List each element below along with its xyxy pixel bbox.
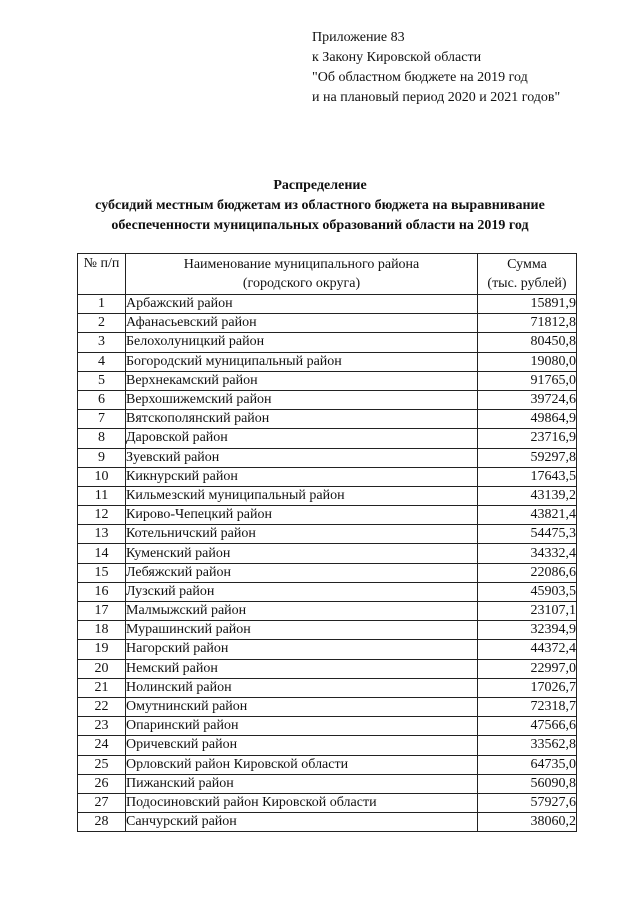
subsidy-amount: 23716,9 <box>478 429 577 448</box>
row-number: 8 <box>78 429 126 448</box>
row-number: 1 <box>78 295 126 314</box>
annex-line-4: и на плановый период 2020 и 2021 годов" <box>312 90 561 105</box>
subsidy-amount: 45903,5 <box>478 582 577 601</box>
row-number: 15 <box>78 563 126 582</box>
subsidy-amount: 64735,0 <box>478 755 577 774</box>
row-number: 6 <box>78 390 126 409</box>
district-name: Орловский район Кировской области <box>126 755 478 774</box>
row-number: 23 <box>78 717 126 736</box>
subsidy-amount: 56090,8 <box>478 774 577 793</box>
subsidy-amount: 32394,9 <box>478 621 577 640</box>
header-district-name <box>126 254 478 295</box>
row-number: 22 <box>78 697 126 716</box>
table-row <box>78 774 577 793</box>
district-name: Опаринский район <box>126 717 478 736</box>
row-number: 11 <box>78 486 126 505</box>
annex-header <box>312 28 560 108</box>
subsidy-amount: 39724,6 <box>478 390 577 409</box>
table-row <box>78 371 577 390</box>
district-name: Афанасьевский район <box>126 314 478 333</box>
annex-line-1: Приложение 83 <box>312 30 405 45</box>
district-name: Даровской район <box>126 429 478 448</box>
table-row <box>78 429 577 448</box>
subsidy-amount: 57927,6 <box>478 793 577 812</box>
table-row <box>78 678 577 697</box>
table-row <box>78 640 577 659</box>
row-number: 18 <box>78 621 126 640</box>
district-name: Котельничский район <box>126 525 478 544</box>
table-row <box>78 525 577 544</box>
table-row <box>78 410 577 429</box>
district-name: Верхнекамский район <box>126 371 478 390</box>
subsidy-amount: 49864,9 <box>478 410 577 429</box>
row-number: 10 <box>78 467 126 486</box>
subsidy-amount: 15891,9 <box>478 295 577 314</box>
district-name: Арбажский район <box>126 295 478 314</box>
subsidy-amount: 38060,2 <box>478 813 577 832</box>
annex-line-2: к Закону Кировской области <box>312 50 482 65</box>
table-row <box>78 295 577 314</box>
table-row <box>78 390 577 409</box>
district-name: Кильмезский муниципальный район <box>126 486 478 505</box>
subsidy-amount: 72318,7 <box>478 697 577 716</box>
table-body <box>78 295 577 832</box>
district-name: Нолинский район <box>126 678 478 697</box>
row-number: 4 <box>78 352 126 371</box>
table-header-row <box>78 254 577 295</box>
subsidy-amount: 33562,8 <box>478 736 577 755</box>
table-row <box>78 582 577 601</box>
table-row <box>78 755 577 774</box>
subsidy-amount: 44372,4 <box>478 640 577 659</box>
row-number: 14 <box>78 544 126 563</box>
subsidy-amount: 17643,5 <box>478 467 577 486</box>
subsidy-amount: 80450,8 <box>478 333 577 352</box>
subsidy-amount: 23107,1 <box>478 602 577 621</box>
district-name: Зуевский район <box>126 448 478 467</box>
row-number: 2 <box>78 314 126 333</box>
district-name: Кикнурский район <box>126 467 478 486</box>
subsidy-amount: 43139,2 <box>478 486 577 505</box>
table-row <box>78 467 577 486</box>
district-name: Нагорский район <box>126 640 478 659</box>
row-number: 28 <box>78 813 126 832</box>
row-number: 21 <box>78 678 126 697</box>
district-name: Лебяжский район <box>126 563 478 582</box>
row-number: 5 <box>78 371 126 390</box>
district-name: Мурашинский район <box>126 621 478 640</box>
subsidy-amount: 22086,6 <box>478 563 577 582</box>
table-row <box>78 659 577 678</box>
district-name: Пижанский район <box>126 774 478 793</box>
row-number: 16 <box>78 582 126 601</box>
table-row <box>78 736 577 755</box>
header-number <box>78 254 126 295</box>
table-row <box>78 793 577 812</box>
subsidy-amount: 22997,0 <box>478 659 577 678</box>
header-sum-line2: (тыс. рублей) <box>487 276 567 291</box>
table-row <box>78 697 577 716</box>
district-name: Лузский район <box>126 582 478 601</box>
subsidy-amount: 71812,8 <box>478 314 577 333</box>
title-line-2: субсидий местным бюджетам из областного бюджета на выравнивание <box>95 198 545 213</box>
subsidy-amount: 43821,4 <box>478 506 577 525</box>
table-row <box>78 602 577 621</box>
district-name: Подосиновский район Кировской области <box>126 793 478 812</box>
table-row <box>78 563 577 582</box>
table-row <box>78 314 577 333</box>
table-row <box>78 544 577 563</box>
document-title <box>0 176 640 236</box>
row-number: 12 <box>78 506 126 525</box>
district-name: Верхошижемский район <box>126 390 478 409</box>
subsidy-amount: 54475,3 <box>478 525 577 544</box>
subsidy-amount: 19080,0 <box>478 352 577 371</box>
district-name: Немский район <box>126 659 478 678</box>
table-row <box>78 813 577 832</box>
subsidy-amount: 34332,4 <box>478 544 577 563</box>
row-number: 20 <box>78 659 126 678</box>
row-number: 17 <box>78 602 126 621</box>
subsidy-amount: 17026,7 <box>478 678 577 697</box>
table-row <box>78 448 577 467</box>
header-number-label: № п/п <box>83 256 120 271</box>
district-name: Оричевский район <box>126 736 478 755</box>
table-row <box>78 333 577 352</box>
district-name: Омутнинский район <box>126 697 478 716</box>
row-number: 9 <box>78 448 126 467</box>
district-name: Богородский муниципальный район <box>126 352 478 371</box>
title-line-1: Распределение <box>273 178 367 193</box>
row-number: 19 <box>78 640 126 659</box>
row-number: 27 <box>78 793 126 812</box>
district-name: Белохолуницкий район <box>126 333 478 352</box>
row-number: 24 <box>78 736 126 755</box>
district-name: Вятскополянский район <box>126 410 478 429</box>
row-number: 26 <box>78 774 126 793</box>
subsidy-amount: 59297,8 <box>478 448 577 467</box>
table-row <box>78 717 577 736</box>
row-number: 3 <box>78 333 126 352</box>
district-name: Кирово-Чепецкий район <box>126 506 478 525</box>
annex-line-3: "Об областном бюджете на 2019 год <box>312 70 528 85</box>
subsidy-amount: 91765,0 <box>478 371 577 390</box>
table-row <box>78 621 577 640</box>
row-number: 25 <box>78 755 126 774</box>
table-row <box>78 506 577 525</box>
table-row <box>78 486 577 505</box>
distribution-table <box>77 253 577 832</box>
header-sum <box>478 254 577 295</box>
district-name: Санчурский район <box>126 813 478 832</box>
header-sum-line1: Сумма <box>507 257 547 272</box>
row-number: 13 <box>78 525 126 544</box>
row-number: 7 <box>78 410 126 429</box>
subsidy-amount: 47566,6 <box>478 717 577 736</box>
title-line-3: обеспеченности муниципальных образований области на 2019 год <box>111 218 529 233</box>
header-district-name-line1: Наименование муниципального района <box>183 257 420 272</box>
district-name: Малмыжский район <box>126 602 478 621</box>
district-name: Куменский район <box>126 544 478 563</box>
table-row <box>78 352 577 371</box>
header-district-name-line2: (городского округа) <box>242 276 361 291</box>
